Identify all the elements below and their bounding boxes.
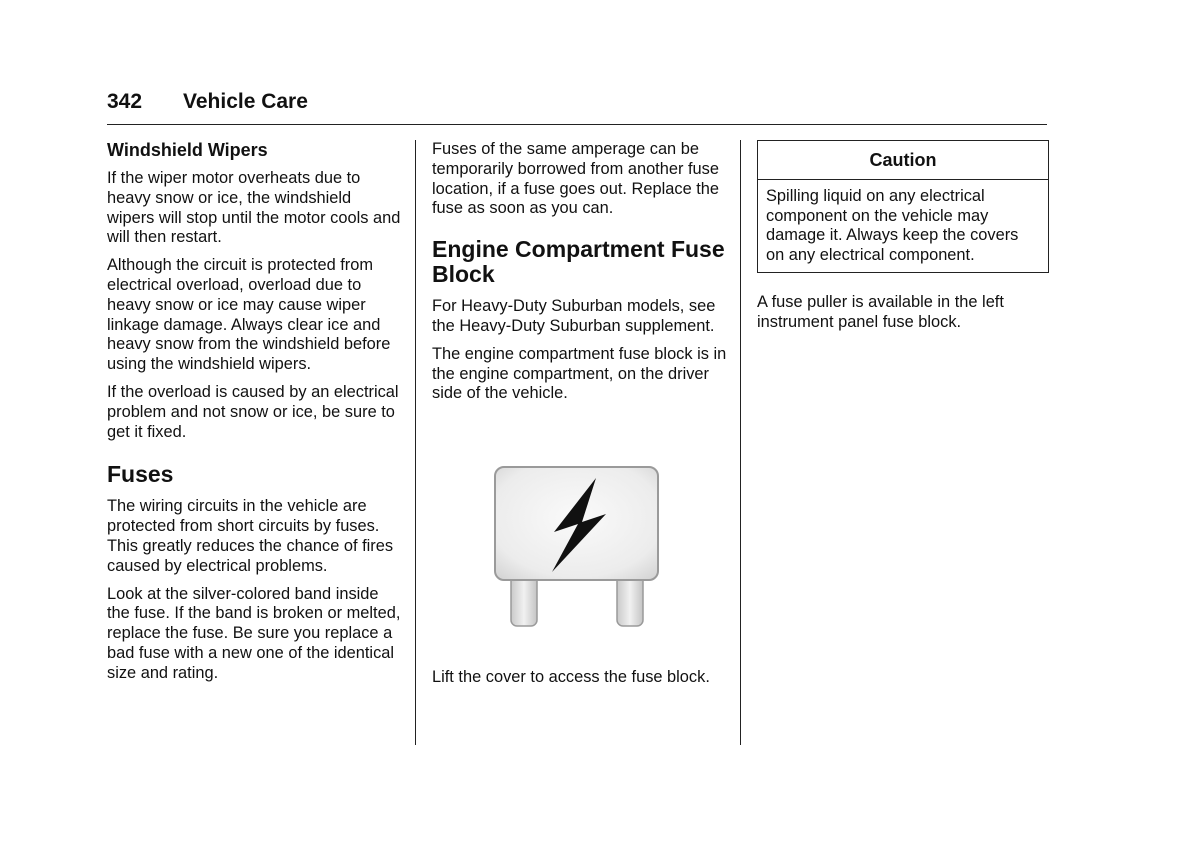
column-divider-left (415, 140, 416, 745)
column-left (107, 140, 402, 692)
fuses-paragraph-2: Look at the silver-colored band inside the fuse. If the band is broken or melted, replace the fuse. Be sure you replace a bad fuse with a new one of the identical size and rating. (107, 584, 401, 682)
caution-text: Spilling liquid on any electrical component on the vehicle may damage it. Always keep the covers on any electrical component. (766, 186, 1019, 265)
fuses-paragraph-1: The wiring circuits in the vehicle are protected from short circuits by fuses. This greatly reduces the chance of fires caused by electrical problems. (107, 497, 394, 575)
column-middle (432, 140, 727, 696)
caution-title: Caution (758, 141, 1048, 180)
wipers-paragraph-2: Although the circuit is protected from electrical overload, overload due to heavy snow or ice may cause wiper linkage damage. Always clear ice and heavy snow from the windshield before using the windshield wipers. (107, 256, 391, 374)
windshield-wipers-heading: Windshield Wipers (107, 140, 268, 160)
section-title: Vehicle Care (183, 90, 308, 113)
caution-box (757, 140, 1049, 273)
engine-compartment-heading: Engine Compartment Fuse Block (432, 236, 725, 288)
fuse-puller-paragraph: A fuse puller is available in the left instrument panel fuse block. (757, 292, 1004, 331)
borrow-fuse-paragraph: Fuses of the same amperage can be temporarily borrowed from another fuse location, if a fuse goes out. Replace the fuse as soon as you can. (432, 140, 720, 218)
wipers-paragraph-1: If the wiper motor overheats due to heavy snow or ice, the windshield wipers will stop until the motor cools and will then restart. (107, 169, 401, 247)
engine-paragraph-2: The engine compartment fuse block is in the engine compartment, on the driver side of the vehicle. (432, 344, 727, 403)
wipers-paragraph-3: If the overload is caused by an electrical problem and not snow or ice, be sure to get it fixed. (107, 382, 399, 441)
engine-paragraph-1: For Heavy-Duty Suburban models, see the Heavy-Duty Suburban supplement. (432, 297, 716, 335)
column-divider-right (740, 140, 741, 745)
page-number: 342 (107, 90, 143, 113)
fuse-block-lightning-icon (494, 466, 664, 632)
fuses-heading: Fuses (107, 461, 174, 488)
figure-caption: Lift the cover to access the fuse block. (432, 668, 710, 687)
column-right (757, 140, 1049, 341)
caution-body (758, 180, 1048, 272)
page-header (107, 88, 1047, 125)
